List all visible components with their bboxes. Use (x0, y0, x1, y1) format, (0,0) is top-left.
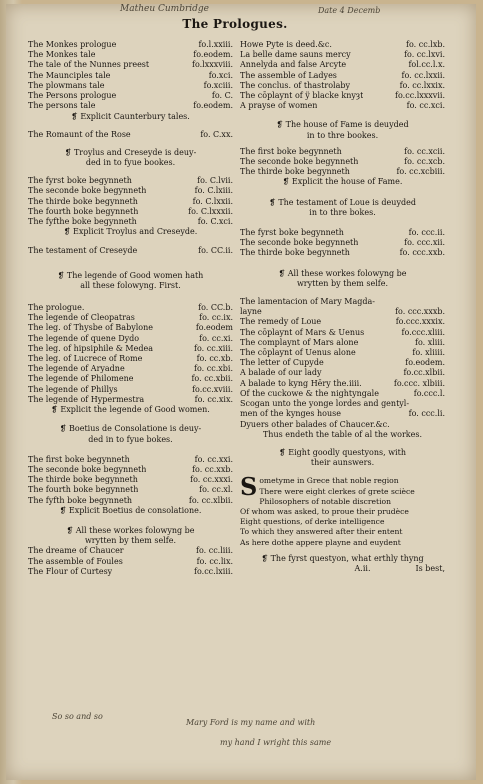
toc-entry-title: The lamentacion of Mary Magda- (240, 297, 375, 307)
toc-entry-title: The thirde boke begynneth (28, 475, 138, 485)
toc-entry-title: The fourth boke begynneth (28, 485, 139, 495)
toc-entry-folio: fo.cc.xviii. (192, 384, 233, 394)
troylus-heading: ❡ Troylus and Creseyde is deuy- ded in to fyue bookes. (64, 147, 197, 168)
verse-line: As here dothe appere playne and euydent (240, 537, 401, 547)
toc-entry (240, 348, 445, 358)
toc-entry (28, 71, 233, 81)
toc-entry-folio: fo.eodem. (405, 358, 445, 368)
toc-entry-title: The legende of Cleopatras (28, 313, 135, 323)
chaucer-heading: ❡ All these workes folowyng be wrytten by them selfe. (66, 525, 195, 546)
toc-entry (240, 317, 445, 327)
toc-entry (28, 485, 233, 495)
toc-entry-title: The fyrst boke begynneth (240, 228, 344, 238)
toc-entry-title: The fyfthe boke begynneth (28, 217, 137, 227)
toc-entry-folio: fo. cc.lxxix. (399, 80, 445, 90)
toc-entry-folio: fo. cc.xi. (199, 333, 233, 343)
verse-line: Of whom was asked, to proue their prudèce (240, 506, 409, 516)
toc-entry (28, 344, 233, 354)
toc-entry (240, 238, 445, 248)
toc-entry-folio: fo. cc.xxi. (194, 454, 233, 464)
toc-entry-title: The Flour of Curtesy (28, 566, 113, 576)
toc-entry (28, 475, 233, 485)
toc-entry-folio: fo.cc.lxxxvii. (395, 91, 445, 101)
toc-entry (28, 50, 233, 60)
toc-entry-folio: fo. cc.xb. (196, 354, 233, 364)
toc-entry-title: La belle dame sauns mercy (240, 50, 351, 60)
toc-entry-folio: fo.eodem (195, 323, 233, 333)
toc-entry (28, 334, 233, 344)
legende-items (28, 303, 233, 405)
toc-entry-folio: fo. cc.xxxi. (190, 475, 233, 485)
toc-entry (240, 40, 445, 50)
toc-entry-folio: fo.ccc.xliii. (401, 327, 445, 337)
toc-entry-folio: fo. xliiii. (412, 348, 445, 358)
toc-entry-title: The leg. of Thysbe of Babylone (28, 323, 153, 333)
toc-entry-title: The assemble of Ladyes (240, 70, 337, 80)
toc-entry (28, 546, 233, 556)
verse-line: There were eight clerkes of grete scièce (259, 486, 415, 496)
toc-entry-folio: fo.l.xxiii. (198, 40, 233, 49)
verse-line: ometyme in Grece that noble region (259, 476, 399, 486)
toc-entry (240, 328, 445, 338)
toc-entry-title: Annelyda and false Arcyte (240, 60, 347, 70)
love-heading: ❡ The testament of Loue is deuyded in to thre bokes. (269, 197, 416, 217)
toc-entry-title: The fyfth boke begynneth (28, 495, 133, 505)
toc-entry-title: The remedy of Loue (240, 317, 322, 327)
toc-entry (240, 358, 445, 368)
toc-entry-title: The conclus. of thastrolaby (240, 80, 350, 90)
toc-entry-folio: fo. cc.lxxii. (401, 70, 445, 80)
toc-entry (240, 71, 445, 81)
fame-heading: ❡ The house of Fame is deuyded in to thre bookes. (276, 120, 409, 140)
toc-entry-title: The legende of quene Dydo (28, 333, 140, 343)
toc-entry-folio: fo.cc.lxiii. (194, 566, 233, 576)
first-question: ❡ The fyrst questyon, what erthly thyng (261, 553, 424, 563)
toc-entry (28, 323, 233, 333)
toc-entry-title: The Monkes prologue (28, 40, 117, 49)
toc-entry-folio: fo. C.lxxii. (192, 196, 233, 206)
toc-entry-folio: fo.cc.xlbii. (403, 368, 445, 378)
drop-cap: S (240, 472, 258, 502)
toc-entry (240, 248, 445, 258)
toc-entry-title: The legende of Aryadne (28, 364, 125, 374)
right-column (240, 40, 445, 574)
toc-entry-folio: fo. xliii. (414, 337, 445, 347)
toc-entry-title: The legende of Philomene (28, 374, 134, 384)
toc-entry (240, 307, 445, 317)
toc-entry-title: The leg. of Lucrece of Rome (28, 354, 143, 364)
toc-entry-title: The fourth boke begynneth (28, 206, 139, 216)
toc-entry (28, 455, 233, 465)
chaucer-items (28, 546, 233, 577)
workes-heading: ❡ All these workes folowyng be wrytten by them selfe. (278, 268, 407, 288)
toc-entry (240, 101, 445, 111)
toc-entry-title: The tale of the Nunnes preest (28, 60, 150, 70)
toc-entry (240, 338, 445, 348)
verse-line: Philosophers of notable discretion (259, 496, 391, 506)
testament-creseyde: The testament of Creseyde fo. CC.ii. (28, 246, 233, 256)
toc-entry (240, 379, 445, 389)
toc-entry-folio: fo.xci. (208, 70, 233, 80)
toc-entry-folio: fo. cc.xbi. (194, 364, 233, 374)
toc-entry-title: The persons tale (28, 101, 96, 111)
toc-entry-title: Of the cuckowe & the nightyngale (240, 388, 379, 398)
boetius-heading: ❡ Boetius de Consolatione is deuy- ded in to fyue bokes. (59, 424, 202, 444)
toc-entry (28, 207, 233, 217)
toc-entry-folio: fo. cc.xix. (194, 394, 233, 404)
toc-entry (240, 147, 445, 157)
toc-entry-folio: fo. C.lxxxii. (188, 206, 233, 216)
verse-line: To which they answered after their entent (240, 527, 403, 537)
toc-entry-title: The thirde boke begynneth (240, 248, 350, 258)
toc-entry-title: The seconde boke begynneth (240, 157, 359, 167)
toc-entry-folio: fo. cc.xxb. (192, 464, 233, 474)
toc-entry-folio: fo. cc.xcb. (404, 157, 445, 167)
toc-entry (28, 313, 233, 323)
toc-entry (28, 197, 233, 207)
toc-entry-title: The cōplaynt of Uenus alone (240, 348, 356, 358)
toc-entry (240, 420, 445, 430)
toc-entry-folio: fo. cc.xlbii. (188, 495, 233, 505)
toc-entry-title: The plowmans tale (28, 80, 105, 90)
toc-entry-title: The seconde boke begynneth (240, 238, 359, 248)
toc-entry (240, 399, 445, 409)
handwriting-bottom-line2: my hand I wright this same (220, 738, 332, 747)
toc-entry (28, 81, 233, 91)
toc-entry-title: The first boke begynneth (28, 454, 130, 464)
toc-entry-folio: fo. cc.xcbiii. (396, 167, 445, 177)
toc-entry-title: The dreame of Chaucer (28, 546, 124, 556)
toc-entry-folio: fo.ccc.xxxix. (395, 317, 445, 327)
toc-entry (240, 228, 445, 238)
toc-entry-title: The seconde boke begynneth (28, 186, 147, 196)
explicit-troylus: ❡ Explicit Troylus and Creseyde. (63, 227, 198, 237)
toc-entry (28, 567, 233, 577)
toc-entry-folio: fo.eodem. (193, 50, 233, 60)
toc-entry-folio: fo. ccc.li. (408, 409, 445, 419)
toc-entry-title: The complaynt of Mars alone (240, 337, 359, 347)
toc-entry-title: The Monkes tale (28, 50, 96, 60)
toc-entry-title: A balade of our lady (240, 368, 322, 378)
workes-items (240, 297, 445, 430)
toc-entry (240, 157, 445, 167)
catchword: Is best, (415, 564, 445, 574)
right-top-items (240, 40, 445, 111)
toc-entry-folio: fo. cc.lxvi. (404, 50, 445, 60)
toc-entry-title: The Maunciples tale (28, 70, 111, 80)
handwriting-bottom-left: So so and so (52, 712, 103, 721)
toc-entry (28, 395, 233, 405)
toc-entry (28, 303, 233, 313)
handwriting-top: Matheu Cumbridge (120, 4, 209, 14)
toc-entry (240, 81, 445, 91)
toc-entry-title: Scogan unto the yonge lordes and gentyl- (240, 399, 410, 409)
toc-entry-folio: fo. C.lxiii. (194, 186, 233, 196)
toc-entry-title: The legende of Phillys (28, 384, 118, 394)
toc-entry-title: Howe Pyte is deed.&c. (240, 40, 332, 49)
explicit-fame: ❡ Explicit the house of Fame. (282, 177, 403, 187)
toc-entry (28, 176, 233, 186)
thus-endeth: Thus endeth the table of al the workes. (262, 429, 423, 439)
toc-entry-folio: fo. ccc.xii. (404, 238, 445, 248)
toc-entry-title: The leg. of hipsiphile & Medea (28, 343, 153, 353)
toc-entry (240, 167, 445, 177)
legende-heading: ❡ The legende of Good women hath all these folowyng. First. (57, 270, 204, 290)
toc-entry-title: The letter of Cupyde (240, 358, 324, 368)
toc-entry-folio: fo.eodem. (193, 101, 233, 111)
toc-entry-folio: fo. ccc.xxb. (399, 248, 445, 258)
toc-entry-title: The fyrst boke begynneth (28, 176, 132, 186)
toc-entry (28, 354, 233, 364)
troylus-books (28, 176, 233, 227)
toc-entry-folio: fo.ccc. xlbiii. (393, 378, 445, 388)
handwriting-top-right: Date 4 Decemb (318, 6, 381, 15)
questions-heading: ❡ Eight goodly questyons, with their aunswers. (279, 447, 406, 468)
explicit-legende: ❡ Explicit the legende of Good women. (51, 405, 210, 415)
toc-entry-title: men of the kynges house (240, 409, 341, 419)
signature-mark: A.ii. (354, 563, 371, 573)
toc-entry-folio: fo. C. (211, 91, 233, 101)
toc-entry-folio: fo. cc.xci. (406, 101, 445, 111)
toc-entry (28, 60, 233, 70)
toc-entry-folio: fo. ccc.xxxb. (395, 307, 445, 317)
toc-entry (28, 385, 233, 395)
toc-entry (240, 60, 445, 70)
toc-entry (28, 101, 233, 111)
toc-entry (28, 186, 233, 196)
toc-entry-folio: fo.xciii. (203, 80, 233, 90)
toc-entry-title: The seconde boke begynneth (28, 464, 147, 474)
toc-entry-folio: fo. cc.lxb. (406, 40, 445, 49)
explicit-boetius: ❡ Explicit Boetius de consolatione. (59, 505, 202, 515)
romaunt-entry: The Romaunt of the Rose fo. C.xx. (28, 129, 233, 139)
toc-entry-title: The cōplaynt of Mars & Uenus (240, 327, 365, 337)
toc-entry-title: The Persons prologue (28, 91, 117, 101)
toc-entry-folio: fo.ccc.l. (413, 388, 445, 398)
toc-entry (240, 50, 445, 60)
toc-entry-folio: fo. CC.b. (198, 303, 233, 313)
fame-books (240, 147, 445, 178)
toc-entry-folio: fo.lxxxviii. (191, 60, 233, 70)
verse-line: Eight questions, of derke intelligence (240, 517, 385, 527)
toc-entry (240, 91, 445, 101)
left-column (28, 40, 233, 577)
questions-intro (240, 472, 445, 547)
toc-entry-title: The thirde boke begynneth (28, 196, 138, 206)
toc-entry-folio: fol.cc.l.x. (408, 60, 445, 70)
toc-entry (28, 217, 233, 227)
toc-entry-folio: fo. cc.xl. (199, 485, 233, 495)
toc-entry-folio: fo. cc.ix. (199, 313, 233, 323)
toc-entry-title: The cōplaynt of ÿ blacke knyȝt (240, 91, 364, 101)
page-title: The Prologues. (182, 17, 288, 31)
toc-entry (240, 409, 445, 419)
prologues-list (28, 40, 233, 111)
toc-entry-title: The assemble of Foules (28, 556, 123, 566)
love-books (240, 228, 445, 259)
boetius-books (28, 455, 233, 506)
explicit-canterbury: ❡ Explicit Caunterbury tales. (71, 112, 190, 122)
handwriting-bottom-line1: Mary Ford is my name and with (186, 718, 316, 727)
toc-entry-title: layne (240, 307, 262, 317)
toc-entry-folio: fo. cc.xcii. (404, 146, 445, 156)
toc-entry (28, 465, 233, 475)
toc-entry (28, 364, 233, 374)
toc-entry-title: Dyuers other balades of Chaucer.&c. (240, 419, 390, 429)
toc-entry-folio: fo. cc.liii. (195, 546, 233, 556)
toc-entry-title: The legende of Hypermestra (28, 394, 145, 404)
toc-entry-folio: fo. cc.xbii. (191, 374, 233, 384)
toc-entry (240, 368, 445, 378)
toc-entry (28, 496, 233, 506)
toc-entry-folio: fo. C.lvii. (197, 176, 233, 186)
toc-entry-title: The thirde boke begynneth (240, 167, 350, 177)
toc-entry (240, 389, 445, 399)
toc-entry (240, 297, 445, 307)
toc-entry (28, 91, 233, 101)
toc-entry-folio: fo. cc.lix. (196, 556, 233, 566)
toc-entry (28, 557, 233, 567)
toc-entry-folio: fo. ccc.ii. (408, 228, 445, 238)
toc-entry-folio: fo. C.xci. (197, 217, 233, 227)
toc-entry-title: A balade to kyng Hēry the.iiii. (240, 378, 362, 388)
toc-entry-folio: fo. cc.xiii. (194, 343, 233, 353)
toc-entry (28, 40, 233, 50)
toc-entry-title: The prologue. (28, 303, 85, 313)
toc-entry-title: A prayse of women (240, 101, 318, 111)
toc-entry-title: The first boke begynneth (240, 146, 342, 156)
toc-entry (28, 374, 233, 384)
